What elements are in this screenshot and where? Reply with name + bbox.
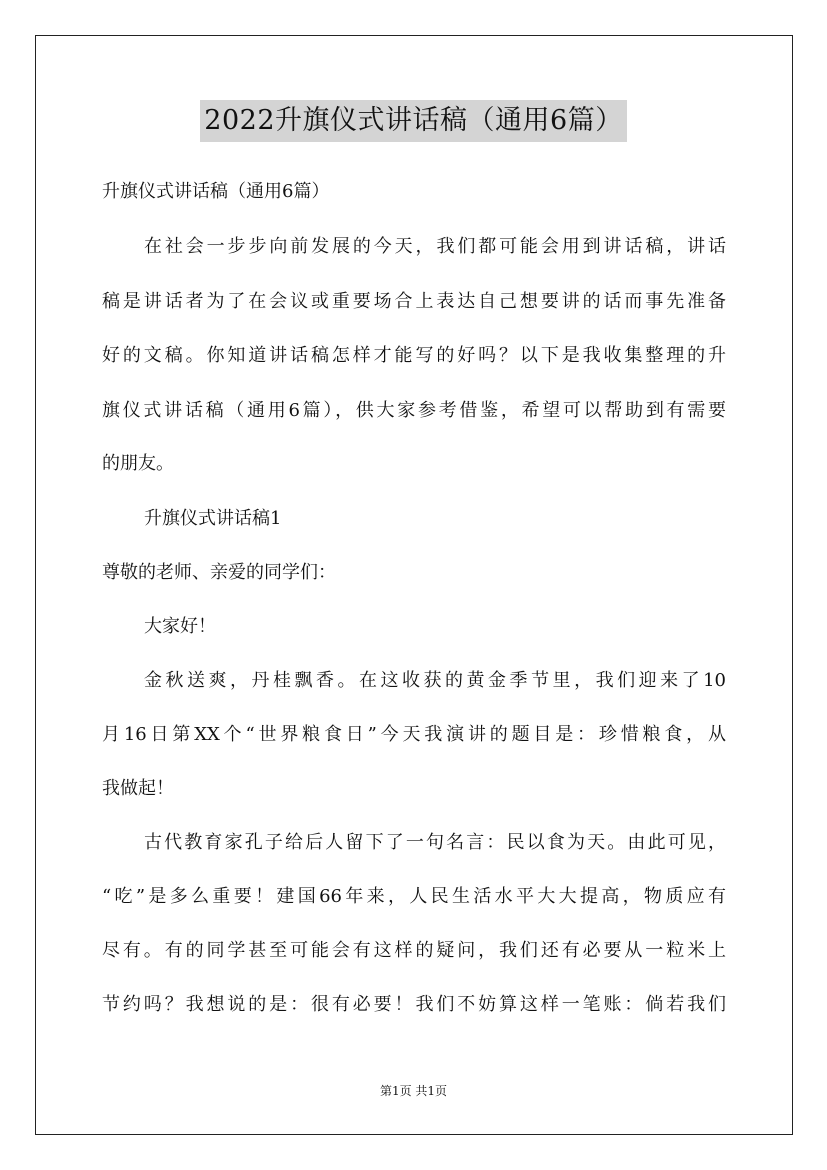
section-heading: 升旗仪式讲话稿1 <box>144 508 282 529</box>
paragraph2-line-3: 尽有。有的同学甚至可能会有这样的疑问，我们还有必要从一粒米上 <box>102 940 726 961</box>
paragraph1-line-2: 月16日第XX个“世界粮食日”今天我演讲的题目是：珍惜粮食，从 <box>102 724 726 745</box>
paragraph2-line-2: “吃”是多么重要！建国66年来，人民生活水平大大提高，物质应有 <box>102 886 726 907</box>
intro-line-4: 旗仪式讲话稿（通用6篇），供大家参考借鉴，希望可以帮助到有需要 <box>102 400 726 421</box>
paragraph1-line-3: 我做起！ <box>102 778 174 799</box>
intro-line-1: 在社会一步步向前发展的今天，我们都可能会用到讲话稿，讲话 <box>144 236 726 257</box>
document-subtitle: 升旗仪式讲话稿（通用6篇） <box>102 181 330 202</box>
intro-line-2: 稿是讲话者为了在会议或重要场合上表达自己想要讲的话而事先准备 <box>102 291 726 312</box>
intro-line-3: 好的文稿。你知道讲话稿怎样才能写的好吗？以下是我收集整理的升 <box>102 345 726 366</box>
salutation: 尊敬的老师、亲爱的同学们： <box>102 562 336 583</box>
paragraph2-line-1: 古代教育家孔子给后人留下了一句名言：民以食为天。由此可见， <box>144 832 726 853</box>
intro-line-5: 的朋友。 <box>102 453 174 474</box>
page-footer: 第1页 共1页 <box>379 1084 448 1098</box>
paragraph2-line-4: 节约吗？我想说的是：很有必要！我们不妨算这样一笔账：倘若我们 <box>102 994 726 1015</box>
document-title: 2022升旗仪式讲话稿（通用6篇） <box>200 100 626 142</box>
greeting: 大家好！ <box>144 616 216 637</box>
paragraph1-line-1: 金秋送爽，丹桂飘香。在这收获的黄金季节里，我们迎来了10 <box>144 670 726 691</box>
title-container <box>0 100 827 142</box>
